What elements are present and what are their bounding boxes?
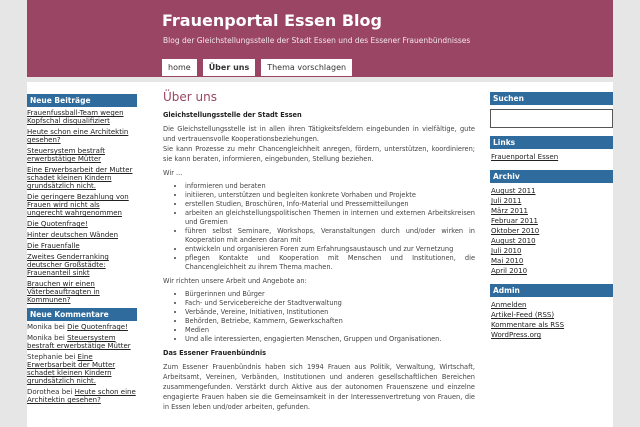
section-heading-frauenbuendnis: Das Essener Frauenbündnis bbox=[163, 349, 267, 357]
left-sidebar bbox=[27, 94, 137, 407]
search-box bbox=[490, 92, 613, 128]
audience-item bbox=[185, 335, 475, 344]
archive-month-link bbox=[491, 196, 612, 206]
archive-month-link-text[interactable]: August 2011 bbox=[491, 187, 536, 195]
recent-post-link-text[interactable]: Frauenfussball-Team wegen Kopfschal disqualifiziert bbox=[27, 109, 124, 125]
archive-list bbox=[490, 183, 613, 276]
task-item-text: informieren und beraten bbox=[185, 182, 266, 190]
recent-post-link bbox=[27, 220, 137, 228]
links-heading: Links bbox=[490, 136, 613, 149]
archive-month-link bbox=[491, 216, 612, 226]
recent-post-link bbox=[27, 147, 137, 163]
recent-post-link-text[interactable]: Steuersystem bestraft erwerbstätige Mütter bbox=[27, 147, 106, 163]
audience-item-text: Fach- und Servicebereiche der Stadtverwaltung bbox=[185, 299, 342, 307]
admin-link bbox=[491, 320, 612, 330]
recent-comment bbox=[27, 334, 137, 350]
archive-month-link-text[interactable]: Mai 2010 bbox=[491, 257, 524, 265]
intro-paragraph bbox=[163, 124, 475, 164]
wir-label: Wir ... bbox=[163, 169, 183, 177]
recent-posts-heading: Neue Beiträge bbox=[27, 94, 137, 107]
recent-post-link bbox=[27, 253, 137, 277]
search-input[interactable] bbox=[490, 109, 613, 128]
search-heading: Suchen bbox=[490, 92, 613, 105]
recent-comment bbox=[27, 323, 137, 331]
archive-month-link bbox=[491, 206, 612, 216]
tasks-list bbox=[163, 182, 475, 272]
admin-list bbox=[490, 297, 613, 340]
recent-post-link bbox=[27, 128, 137, 144]
archive-month-link bbox=[491, 226, 612, 236]
comment-post-link[interactable]: Steuersystem bestraft erwerbstätige Mütter bbox=[27, 334, 131, 350]
comment-bei: bei bbox=[54, 323, 65, 331]
audience-item bbox=[185, 299, 475, 308]
admin-link-text[interactable]: Kommentare als RSS bbox=[491, 321, 565, 329]
task-item bbox=[185, 191, 475, 200]
recent-post-link bbox=[27, 193, 137, 217]
comment-post-link[interactable]: Die Quotenfrage! bbox=[67, 323, 128, 331]
recent-post-link bbox=[27, 280, 137, 304]
comment-bei: bei bbox=[61, 388, 73, 396]
intro-text-1: Die Gleichstellungsstelle ist in allen ihren Tätigkeitsfeldern eingebunden in vielfältige, gute und vertrauensvolle Kooperationsbeziehungen. bbox=[163, 125, 475, 143]
task-item-text: arbeiten an gleichstellungspolitischen Themen in internen und externen Arbeitskreisen und Gremien bbox=[185, 209, 475, 226]
right-sidebar bbox=[490, 92, 613, 348]
archive-month-link-text[interactable]: April 2010 bbox=[491, 267, 528, 275]
recent-post-link bbox=[27, 242, 137, 250]
links-list bbox=[490, 149, 613, 162]
audience-item bbox=[185, 290, 475, 299]
recent-comment bbox=[27, 388, 137, 404]
audience-item bbox=[185, 317, 475, 326]
audience-item-text: Und alle interessierten, engagierten Menschen, Gruppen und Organisationen. bbox=[185, 335, 442, 343]
recent-post-link-text[interactable]: Heute schon eine Architektin gesehen? bbox=[27, 128, 129, 144]
blog-title[interactable]: Frauenportal Essen Blog bbox=[162, 11, 382, 30]
frauenbuendnis-paragraph: Zum Essener Frauenbündnis haben sich 1994 Frauen aus Politik, Verwaltung, Wirtschaft, Arbeitsamt, Vereinen, Verbänden, Institutionen und anderen gesellschaftlichen Bereichen zusammengefunden. Verstärkt durch Aktive aus der autonomen Frauenszene und einzelne engagierte Frauen haben sie die Gemeinsamkeit in der Interessenvertretung von Frauen, die in Essen leben und/oder arbeiten, gefunden. bbox=[163, 363, 475, 411]
task-item-text: initiieren, unterstützen und begleiten konkrete Vorhaben und Projekte bbox=[185, 191, 416, 199]
recent-post-link-text[interactable]: Die geringere Bezahlung von Frauen wird nicht als ungerecht wahrgenommen bbox=[27, 193, 129, 217]
recent-comments-heading: Neue Kommentare bbox=[27, 308, 137, 321]
audience-item-text: Behörden, Betriebe, Kammern, Gewerkschaften bbox=[185, 317, 343, 325]
audience-item-text: Verbände, Vereine, Initiativen, Institutionen bbox=[185, 308, 329, 316]
task-item bbox=[185, 254, 475, 272]
task-item-text: entwickeln und organisieren Foren zum Erfahrungsaustausch und zur Vernetzung bbox=[185, 245, 454, 253]
audience-item bbox=[185, 308, 475, 317]
audience-intro: Wir richten unsere Arbeit und Angebote an: bbox=[163, 277, 307, 285]
blog-description: Blog der Gleichstellungsstelle der Stadt Essen und des Essener Frauenbündnisses bbox=[163, 36, 471, 45]
task-item bbox=[185, 209, 475, 227]
main-nav bbox=[162, 59, 352, 76]
task-item-text: erstellen Studien, Broschüren, Info-Material und Pressemitteilungen bbox=[185, 200, 409, 208]
nav-thema-vorschlagen[interactable]: Thema vorschlagen bbox=[261, 59, 352, 76]
recent-post-link-text[interactable]: Zweites Genderranking deutscher Großstädte: Frauenanteil sinkt bbox=[27, 253, 109, 277]
recent-post-link-text[interactable]: Eine Erwerbsarbeit der Mutter schadet kleinen Kindern grundsätzlich nicht. bbox=[27, 166, 133, 190]
archive-month-link bbox=[491, 256, 612, 266]
audience-list bbox=[163, 290, 475, 344]
recent-post-link-text[interactable]: Die Frauenfalle bbox=[27, 242, 80, 250]
admin-heading: Admin bbox=[490, 284, 613, 297]
admin-link bbox=[491, 300, 612, 310]
task-item bbox=[185, 200, 475, 209]
archive-month-link-text[interactable]: Juli 2010 bbox=[491, 247, 522, 255]
archive-month-link-text[interactable]: Februar 2011 bbox=[491, 217, 538, 225]
archive-month-link-text[interactable]: Juli 2011 bbox=[491, 197, 522, 205]
blogroll-link-text[interactable]: Frauenportal Essen bbox=[491, 153, 559, 161]
task-item bbox=[185, 227, 475, 245]
recent-post-link-text[interactable]: Die Quotenfrage! bbox=[27, 220, 88, 228]
nav-ueber-uns[interactable]: Über uns bbox=[203, 59, 256, 76]
comment-author: Monika bbox=[27, 323, 52, 331]
recent-post-link-text[interactable]: Brauchen wir einen Väterbeauftragten in Kommunen? bbox=[27, 280, 100, 304]
archive-month-link bbox=[491, 236, 612, 246]
links-box bbox=[490, 136, 613, 162]
blog-header bbox=[27, 0, 613, 77]
admin-link-text[interactable]: Anmelden bbox=[491, 301, 527, 309]
main-content bbox=[163, 90, 475, 416]
audience-item-text: Medien bbox=[185, 326, 209, 334]
recent-post-link bbox=[27, 109, 137, 125]
comment-author: Dorothea bbox=[27, 388, 60, 396]
comment-bei: bei bbox=[54, 334, 65, 342]
admin-link bbox=[491, 330, 612, 340]
archive-month-link-text[interactable]: März 2011 bbox=[491, 207, 528, 215]
admin-link-text[interactable]: WordPress.org bbox=[491, 331, 542, 339]
recent-post-link bbox=[27, 231, 137, 239]
comment-post-link[interactable]: Eine Erwerbsarbeit der Mutter schadet kleinen Kindern grundsätzlich nicht. bbox=[27, 353, 116, 385]
comment-author: Monika bbox=[27, 334, 52, 342]
archive-month-link bbox=[491, 266, 612, 276]
archive-month-link-text[interactable]: Oktober 2010 bbox=[491, 227, 540, 235]
comment-author: Stephanie bbox=[27, 353, 63, 361]
archive-month-link bbox=[491, 246, 612, 256]
recent-posts-list bbox=[27, 107, 137, 304]
section-heading-gleichstellungsstelle: Gleichstellungsstelle der Stadt Essen bbox=[163, 111, 302, 119]
recent-comments-list bbox=[27, 321, 137, 404]
intro-text-2: Sie kann Prozesse zu mehr Chancengleichheit anregen, fördern, unterstützen, koordinieren; sie kann beraten, informieren, eingebunden, Stellung beziehen. bbox=[163, 145, 475, 163]
recent-post-link-text[interactable]: Hinter deutschen Wänden bbox=[27, 231, 119, 239]
recent-post-link bbox=[27, 166, 137, 190]
recent-comment bbox=[27, 353, 137, 385]
nav-home[interactable]: home bbox=[162, 59, 197, 76]
task-item bbox=[185, 245, 475, 254]
comment-post-link[interactable]: Heute schon eine Architektin gesehen? bbox=[27, 388, 136, 404]
admin-link bbox=[491, 310, 612, 320]
page-title: Über uns bbox=[163, 90, 217, 104]
task-item bbox=[185, 182, 475, 191]
archive-box bbox=[490, 170, 613, 276]
blogroll-link bbox=[491, 152, 612, 162]
admin-box bbox=[490, 284, 613, 340]
task-item-text: führen selbst Seminare, Workshops, Veranstaltungen durch und/oder wirken in Kooperation mit anderen daran mit bbox=[185, 227, 475, 244]
archive-month-link bbox=[491, 186, 612, 196]
audience-item-text: Bürgerinnen und Bürger bbox=[185, 290, 265, 298]
admin-link-text[interactable]: Artikel-Feed (RSS) bbox=[491, 311, 555, 319]
archive-month-link-text[interactable]: August 2010 bbox=[491, 237, 536, 245]
task-item-text: pflegen Kontakte und Kooperation mit Menschen und Institutionen, die Chancengleichheit zu ihrem Thema machen. bbox=[185, 254, 475, 271]
comment-bei: bei bbox=[64, 353, 76, 361]
audience-item bbox=[185, 326, 475, 335]
archive-heading: Archiv bbox=[490, 170, 613, 183]
